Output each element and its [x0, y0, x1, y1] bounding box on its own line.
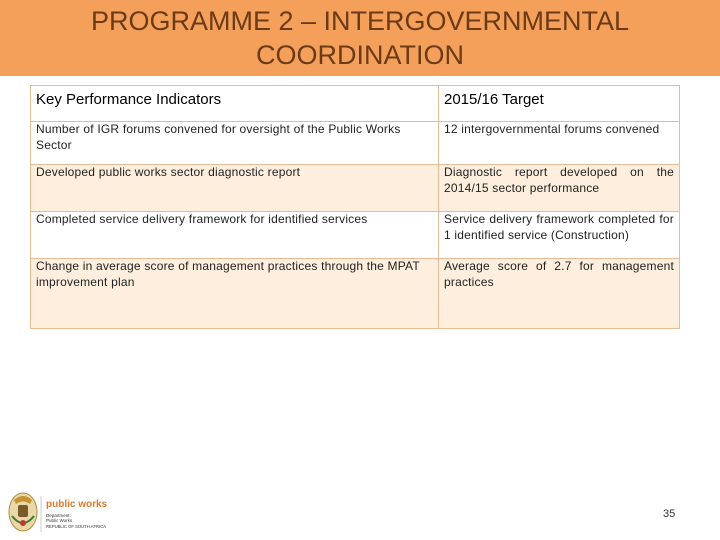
target-cell: 12 intergovernmental forums convened [439, 122, 680, 165]
page-number: 35 [663, 508, 676, 520]
table-header-row [31, 86, 680, 122]
kpi-table [30, 85, 680, 329]
kpi-cell: Developed public works sector diagnostic report [31, 165, 439, 212]
target-cell: Average score of 2.7 for management practices [439, 259, 680, 329]
header-kpi: Key Performance Indicators [31, 86, 439, 122]
table-row [31, 259, 680, 329]
logo-line-2: Public Works [46, 518, 73, 523]
table-row [31, 122, 680, 165]
target-cell: Service delivery framework completed for 1 identified service (Construction) [439, 212, 680, 259]
kpi-cell: Number of IGR forums convened for oversight of the Public Works Sector [31, 122, 439, 165]
kpi-cell: Change in average score of management practices through the MPAT improvement plan [31, 259, 439, 329]
kpi-cell: Completed service delivery framework for identified services [31, 212, 439, 259]
public-works-logo [6, 490, 126, 534]
title-banner [0, 0, 720, 76]
header-target: 2015/16 Target [439, 86, 680, 122]
logo-line-1: Department: [46, 513, 71, 518]
coat-of-arms-icon [6, 490, 126, 534]
title-line-2: COORDINATION [256, 40, 464, 70]
title-line-1: PROGRAMME 2 – INTERGOVERNMENTAL [90, 6, 630, 36]
logo-line-3: REPUBLIC OF SOUTH AFRICA [46, 524, 107, 529]
logo-title: public works [46, 499, 108, 510]
table-row [31, 212, 680, 259]
target-cell: Diagnostic report developed on the 2014/15 sector performance [439, 165, 680, 212]
table-row [31, 165, 680, 212]
